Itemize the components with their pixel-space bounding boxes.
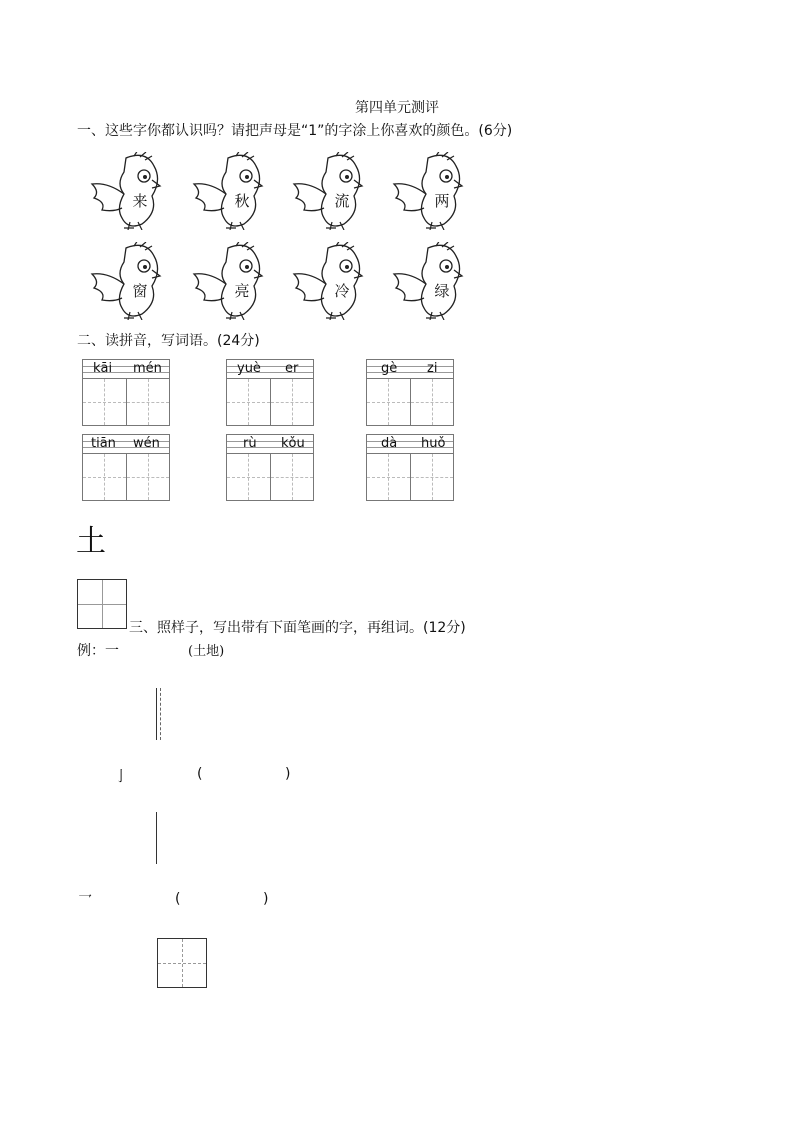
write-cell[interactable] [227, 454, 270, 500]
write-cell[interactable] [367, 379, 410, 425]
write-cell[interactable] [270, 379, 314, 425]
pinyin-box-yueer [226, 359, 314, 426]
pinyin-3a: gè [381, 361, 398, 376]
pinyin-6a: dà [381, 436, 398, 451]
bird-6[interactable] [190, 242, 270, 320]
bird-2[interactable] [190, 152, 270, 230]
pinyin-2a: yuè [237, 361, 261, 376]
bird-5[interactable] [88, 242, 168, 320]
pinyin-box-dahuo [366, 434, 454, 501]
write-cell[interactable] [83, 454, 126, 500]
pinyin-2b: er [285, 361, 299, 376]
character-lai: 来 [132, 192, 148, 210]
character-liang: 两 [434, 192, 450, 210]
paren-open-1: ( [197, 766, 203, 782]
example-label: 例：一 [77, 643, 119, 659]
pinyin-box-kaimen [82, 359, 170, 426]
pinyin-box-rukou [226, 434, 314, 501]
stroke-shugou: 亅 [114, 769, 128, 785]
pinyin-1b: mén [133, 361, 162, 376]
pinyin-4b: wén [133, 436, 160, 451]
bird-7[interactable] [290, 242, 370, 320]
write-cell[interactable] [227, 379, 270, 425]
character-qiu: 秋 [234, 192, 250, 210]
bird-8[interactable] [390, 242, 470, 320]
pinyin-6b: huǒ [421, 436, 446, 451]
tian-grid-box-2[interactable] [157, 938, 207, 988]
stroke-hengzhe: 乛 [78, 894, 92, 910]
write-cell[interactable] [270, 454, 314, 500]
paren-open-2: ( [175, 891, 181, 907]
pinyin-1a: kāi [93, 361, 113, 376]
character-liu: 流 [334, 192, 350, 210]
tian-grid-box[interactable] [77, 579, 127, 629]
character-lv: 绿 [434, 282, 450, 300]
question-2-text: 二、读拼音，写词语。(24分) [77, 333, 260, 349]
example-word: (土地) [188, 644, 225, 659]
write-cell[interactable] [410, 454, 454, 500]
pinyin-box-tianwen [82, 434, 170, 501]
big-character: 土 [76, 524, 106, 559]
question-3-text: 三、照样子，写出带有下面笔画的字，再组词。(12分) [129, 620, 466, 636]
write-cell[interactable] [126, 454, 170, 500]
page-title: 第四单元测评 [355, 100, 439, 116]
write-cell[interactable] [83, 379, 126, 425]
write-cell[interactable] [410, 379, 454, 425]
write-cell[interactable] [126, 379, 170, 425]
character-chuang: 窗 [132, 282, 148, 300]
bird-4[interactable] [390, 152, 470, 230]
pinyin-5a: rù [243, 436, 257, 451]
character-liang2: 亮 [234, 282, 250, 300]
paren-close-2: ) [263, 891, 269, 907]
pinyin-box-gezi [366, 359, 454, 426]
write-cell[interactable] [367, 454, 410, 500]
answer-line-1 [156, 688, 161, 740]
paren-close-1: ) [285, 766, 291, 782]
question-1-text: 一、这些字你都认识吗？请把声母是“1”的字涂上你喜欢的颜色。(6分) [77, 123, 513, 139]
bird-3[interactable] [290, 152, 370, 230]
pinyin-5b: kǒu [281, 436, 305, 451]
bird-1[interactable] [88, 152, 168, 230]
answer-line-2 [156, 812, 158, 864]
character-leng: 冷 [334, 282, 350, 300]
pinyin-3b: zi [427, 361, 438, 376]
pinyin-4a: tiān [91, 436, 116, 451]
